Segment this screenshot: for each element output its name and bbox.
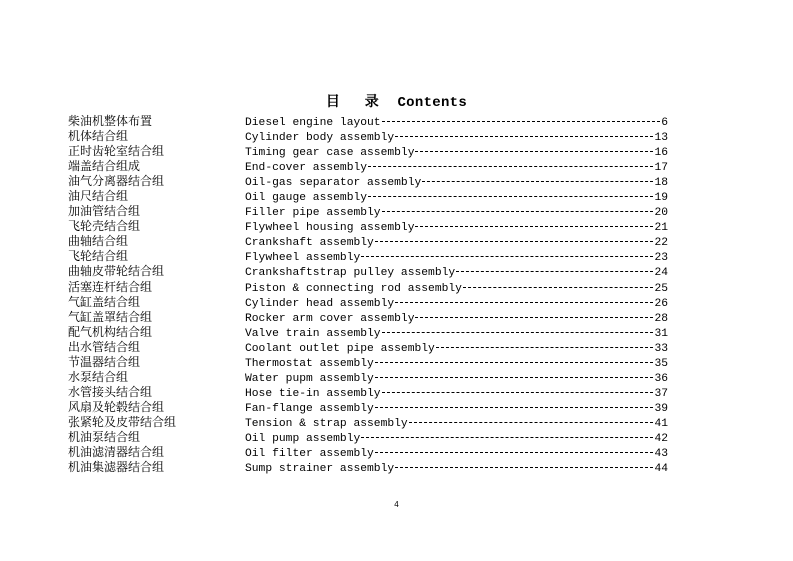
toc-entry-en-title: Hose tie-in assembly <box>245 387 381 400</box>
toc-entry-cn-title: 气缸盖罩结合组 <box>68 309 153 324</box>
toc-leader-line <box>382 211 654 212</box>
toc-entry-en-title: Diesel engine layout <box>245 117 381 129</box>
toc-entry[interactable] <box>68 295 668 310</box>
toc-entry-page-number: 35 <box>654 357 668 370</box>
toc-entry-page-number: 31 <box>654 327 668 340</box>
toc-entry-page-number: 44 <box>654 463 668 476</box>
toc-entry-page-number: 43 <box>654 448 668 461</box>
toc-leader-line <box>382 121 661 122</box>
toc-entry-cn-title: 曲轴皮带轮结合组 <box>68 264 165 279</box>
toc-entry-page-number: 41 <box>654 417 668 430</box>
toc-entry-page-number: 22 <box>654 237 668 250</box>
toc-entry[interactable] <box>68 234 668 249</box>
toc-entry-en-title: Fan-flange assembly <box>245 402 374 415</box>
toc-entry-page-number: 21 <box>654 222 668 235</box>
toc-entry-cn-title: 机油集滤器结合组 <box>68 460 165 475</box>
toc-entry-cn-title: 飞轮壳结合组 <box>68 219 141 234</box>
toc-entry-page-number: 23 <box>654 252 668 265</box>
toc-entry-en-title: Flywheel housing assembly <box>245 222 415 235</box>
toc-entry[interactable] <box>68 264 668 279</box>
toc-leader-line <box>375 241 654 242</box>
toc-entry-cn-title: 张紧轮及皮带结合组 <box>68 414 177 429</box>
toc-leader-line <box>361 437 653 438</box>
toc-entry[interactable] <box>68 355 668 370</box>
toc-entry-cn-title: 风扇及轮毂结合组 <box>68 399 165 414</box>
toc-entry-cn-title: 端盖结合组成 <box>68 159 141 174</box>
toc-entry[interactable] <box>68 174 668 189</box>
toc-entry-en-title: Coolant outlet pipe assembly <box>245 342 435 355</box>
toc-leader-line <box>382 332 654 333</box>
toc-entry-page-number: 39 <box>654 402 668 415</box>
toc-leader-line <box>395 302 653 303</box>
toc-leader-line <box>375 377 654 378</box>
toc-entry[interactable] <box>68 219 668 234</box>
toc-entry-en-title: Cylinder body assembly <box>245 132 395 145</box>
toc-entry[interactable] <box>68 460 668 475</box>
toc-entry-en-title: Piston & connecting rod assembly <box>245 282 462 295</box>
toc-entry-page-number: 42 <box>654 432 668 445</box>
toc-leader-line <box>415 151 653 152</box>
toc-entry[interactable] <box>68 385 668 400</box>
toc-entry[interactable] <box>68 114 668 129</box>
toc-entry-page-number: 16 <box>654 147 668 160</box>
toc-entry-cn-title: 正时齿轮室结合组 <box>68 144 165 159</box>
page-number: 4 <box>394 500 399 509</box>
toc-entry[interactable] <box>68 445 668 460</box>
toc-entry-en-title: Flywheel assembly <box>245 252 361 265</box>
toc-entry[interactable] <box>68 310 668 325</box>
toc-entry-page-number: 33 <box>654 342 668 355</box>
toc-leader-line <box>415 317 653 318</box>
page-title-en: Contents <box>397 95 468 111</box>
toc-entry[interactable] <box>68 340 668 355</box>
toc-entry[interactable] <box>68 204 668 219</box>
toc-entry-page-number: 26 <box>654 297 668 310</box>
toc-entry-page-number: 24 <box>654 267 668 280</box>
toc-leader-line <box>415 226 653 227</box>
toc-entry-page-number: 6 <box>661 117 668 129</box>
toc-entry[interactable] <box>68 370 668 385</box>
toc-entry-en-title: Rocker arm cover assembly <box>245 312 415 325</box>
toc-leader-line <box>409 422 654 423</box>
toc-leader-line <box>375 452 654 453</box>
toc-leader-line <box>375 407 654 408</box>
toc-entry-cn-title: 水管接头结合组 <box>68 384 153 399</box>
toc-entry-en-title: Oil filter assembly <box>245 448 374 461</box>
toc-entry[interactable] <box>68 144 668 159</box>
toc-entry-en-title: Oil-gas separator assembly <box>245 177 422 190</box>
toc-entry-cn-title: 机油泵结合组 <box>68 429 141 444</box>
toc-entry-en-title: Filler pipe assembly <box>245 207 381 220</box>
toc-entry-en-title: Timing gear case assembly <box>245 147 415 160</box>
toc-leader-line <box>395 136 653 137</box>
toc-leader-line <box>395 467 653 468</box>
toc-entry-cn-title: 出水管结合组 <box>68 339 141 354</box>
toc-entry-cn-title: 加油管结合组 <box>68 204 141 219</box>
toc-entry-page-number: 37 <box>654 387 668 400</box>
page-title <box>0 91 793 111</box>
table-of-contents <box>68 114 668 475</box>
toc-entry-cn-title: 油气分离器结合组 <box>68 174 165 189</box>
toc-entry-en-title: Cylinder head assembly <box>245 297 395 310</box>
toc-entry-page-number: 20 <box>654 207 668 220</box>
toc-entry-en-title: Oil gauge assembly <box>245 192 368 205</box>
toc-entry-en-title: Valve train assembly <box>245 327 381 340</box>
toc-entry-page-number: 36 <box>654 372 668 385</box>
toc-entry[interactable] <box>68 415 668 430</box>
toc-leader-line <box>436 347 654 348</box>
toc-entry-page-number: 28 <box>654 312 668 325</box>
toc-leader-line <box>463 287 654 288</box>
toc-entry[interactable] <box>68 430 668 445</box>
toc-leader-line <box>368 196 653 197</box>
toc-entry[interactable] <box>68 159 668 174</box>
toc-entry-en-title: Oil pump assembly <box>245 432 361 445</box>
toc-entry-en-title: Thermostat assembly <box>245 357 374 370</box>
toc-entry-cn-title: 飞轮结合组 <box>68 249 129 264</box>
toc-entry-page-number: 17 <box>654 162 668 175</box>
toc-entry-cn-title: 曲轴结合组 <box>68 234 129 249</box>
toc-leader-line <box>361 256 653 257</box>
toc-leader-line <box>375 362 654 363</box>
toc-entry-cn-title: 机体结合组 <box>68 129 129 144</box>
toc-entry-page-number: 19 <box>654 192 668 205</box>
toc-entry-page-number: 25 <box>654 282 668 295</box>
toc-entry-en-title: End-cover assembly <box>245 162 368 175</box>
toc-entry[interactable] <box>68 249 668 264</box>
toc-entry-en-title: Crankshaftstrap pulley assembly <box>245 267 456 280</box>
toc-entry-cn-title: 水泵结合组 <box>68 369 129 384</box>
toc-entry[interactable] <box>68 400 668 415</box>
toc-entry[interactable] <box>68 280 668 295</box>
toc-entry-cn-title: 柴油机整体布置 <box>68 114 153 128</box>
toc-entry[interactable] <box>68 325 668 340</box>
toc-entry-page-number: 13 <box>654 132 668 145</box>
toc-entry-cn-title: 气缸盖结合组 <box>68 294 141 309</box>
toc-entry-cn-title: 节温器结合组 <box>68 354 141 369</box>
toc-leader-line <box>422 181 653 182</box>
toc-entry-en-title: Tension & strap assembly <box>245 417 408 430</box>
toc-leader-line <box>368 166 653 167</box>
toc-entry-en-title: Sump strainer assembly <box>245 463 395 476</box>
toc-entry-en-title: Crankshaft assembly <box>245 237 374 250</box>
page-title-cn: 目 录 <box>325 94 389 110</box>
toc-entry-cn-title: 油尺结合组 <box>68 189 129 204</box>
toc-entry[interactable] <box>68 189 668 204</box>
toc-entry-page-number: 18 <box>654 177 668 190</box>
toc-entry-cn-title: 活塞连杆结合组 <box>68 279 153 294</box>
toc-entry-cn-title: 机油滤清器结合组 <box>68 445 165 460</box>
toc-entry[interactable] <box>68 129 668 144</box>
toc-entry-en-title: Water pupm assembly <box>245 372 374 385</box>
toc-leader-line <box>382 392 654 393</box>
toc-leader-line <box>456 271 653 272</box>
toc-entry-cn-title: 配气机构结合组 <box>68 324 153 339</box>
